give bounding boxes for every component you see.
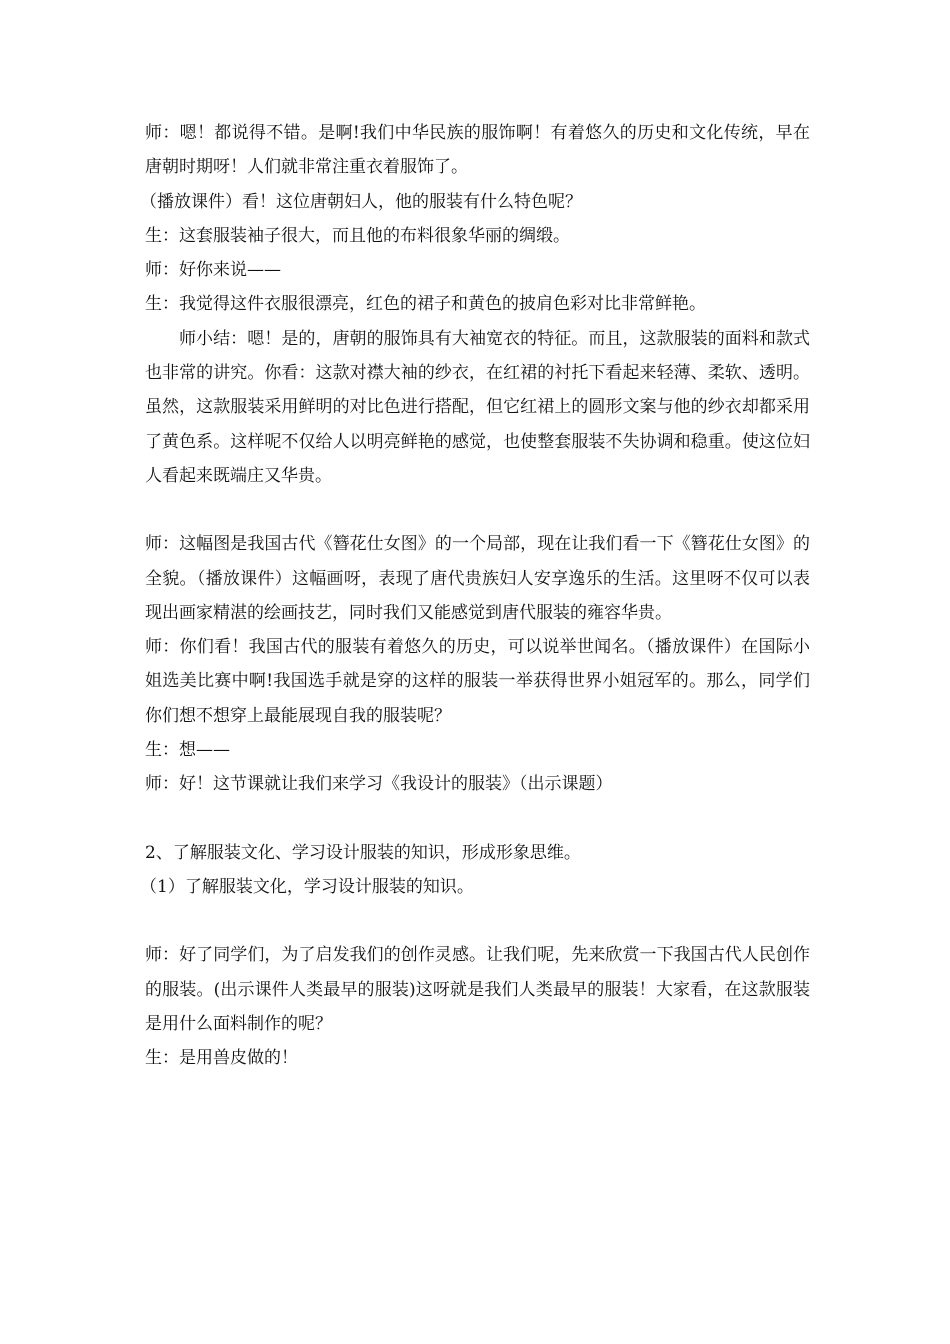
paragraph-student-want: 生：想—— (145, 740, 230, 761)
paragraph-painting-description: 师：这幅图是我国古代《簪花仕女图》的一个局部，现在让我们看一下《簪花仕女图》的全貌。（播放课件）这幅画呀，表现了唐代贵族妇人安享逸乐的生活。这里呀不仅可以表现出画家精湛的绘画技艺，同时我们又能感觉到唐代服装的雍容华贵。 (145, 534, 810, 623)
paragraph-spacer (145, 802, 810, 836)
paragraph-student-colors: 生：我觉得这件衣服很漂亮，红色的裙子和黄色的披肩色彩对比非常鲜艳。 (145, 294, 706, 315)
paragraph-teacher-prompt: 师：好你来说—— (145, 260, 281, 281)
subsection-heading-1: （1）了解服装文化，学习设计服装的知识。 (140, 876, 474, 897)
section-heading-2: 2、了解服装文化、学习设计服装的知识，形成形象思维。 (145, 842, 581, 863)
paragraph-student-animal-skin: 生：是用兽皮做的！ (145, 1048, 298, 1069)
paragraph-spacer (145, 493, 810, 527)
paragraph-teacher-intro: 师：嗯！都说得不错。是啊!我们中华民族的服饰啊！有着悠久的历史和文化传统，早在唐朝时期呀！人们就非常注重衣着服饰了。 (145, 123, 810, 178)
paragraph-spacer (145, 904, 810, 938)
document-body (140, 116, 810, 1075)
paragraph-student-sleeves: 生：这套服装袖子很大，而且他的布料很象华丽的绸缎。 (145, 225, 570, 246)
paragraph-lesson-title: 师：好！这节课就让我们来学习《我设计的服装》（出示课题） (145, 774, 613, 795)
paragraph-earliest-clothing: 师：好了同学们，为了启发我们的创作灵感。让我们呢，先来欣赏一下我国古代人民创作的服装。(出示课件人类最早的服装)这呀就是我们人类最早的服装！大家看，在这款服装是用什么面料制作的呢？ (145, 945, 810, 1034)
paragraph-teacher-summary: 师小结：嗯！是的，唐朝的服饰具有大袖宽衣的特征。而且，这款服装的面料和款式也非常的讲究。你看：这款对襟大袖的纱衣，在红裙的衬托下看起来轻薄、柔软、透明。虽然，这款服装采用鲜明的对比色进行搭配，但它红裙上的圆形文案与他的纱衣却都采用了黄色系。这样呢不仅给人以明亮鲜艳的感觉，也使整套服装不失协调和稳重。使这位妇人看起来既端庄又华贵。 (145, 328, 810, 486)
paragraph-courseware-tang-lady: （播放课件）看！这位唐朝妇人，他的服装有什么特色呢？ (140, 191, 582, 212)
paragraph-ancient-costume-history: 师：你们看！我国古代的服装有着悠久的历史，可以说举世闻名。（播放课件）在国际小姐选美比赛中啊!我国选手就是穿的这样的服装一举获得世界小姐冠军的。那么，同学们你们想不想穿上最能展现自我的服装呢？ (145, 637, 810, 726)
